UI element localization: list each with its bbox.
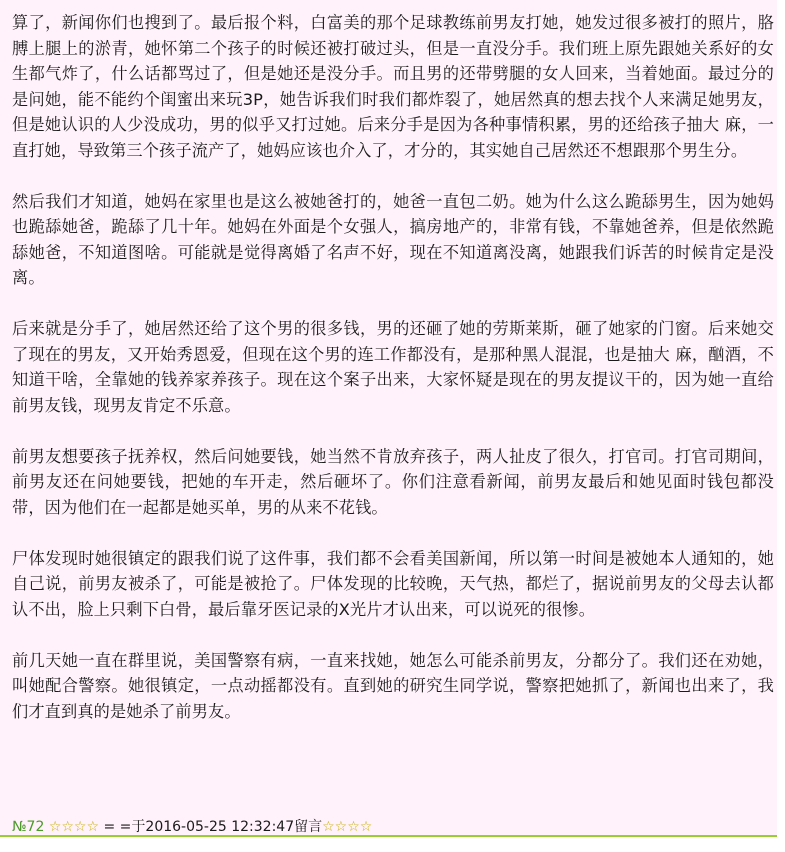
paragraph-2: 然后我们才知道，她妈在家里也是这么被她爸打的，她爸一直包二奶。她为什么这么跪舔男生，因为她妈也跪舔她爸，跪舔了几十年。她妈在外面是个女强人，搞房地产的，非常有钱，不靠她爸养，但是依然跪舔她爸，不知道图啥。可能就是觉得离婚了名声不好，现在不知道离没离，她跟我们诉苦的时候肯定是没离。 <box>12 191 774 287</box>
rating-stars-right: ☆☆☆☆ <box>322 819 373 835</box>
paragraph-1: 算了，新闻你们也搜到了。最后报个料，白富美的那个足球教练前男友打她，她发过很多被打的照片，胳膊上腿上的淤青，她怀第二个孩子的时候还被打破过头，但是一直没分手。我们班上原先跟她关系好的女生都气炸了，什么话都骂过了，但是她还是没分手。而且男的还带劈腿的女人回来，当着她面。最过分的是问她，能不能约个闺蜜出来玩3P，她告诉我们时我们都炸裂了，她居然真的想去找个人来满足她男友，但是她认识的人少没成功，男的似乎又打过她。后来分手是因为各种事情积累，男的还给孩子抽大 麻，一直打她，导致第三个孩子流产了，她妈应该也介入了，才分的，其实她自己居然还不想跟那个男生分。 <box>12 13 774 160</box>
paragraph-3: 后来就是分手了，她居然还给了这个男的很多钱，男的还砸了她的劳斯莱斯，砸了她家的门窗。后来她交了现在的男友，又开始秀恩爱，但现在这个男的连工作都没有，是那种黑人混混，也是抽大 麻，酗酒，不知道干啥，全靠她的钱养家养孩子。现在这个案子出来，大家怀疑是现在的男友提议干的，因为她一直给前男友钱，现男友肯定不乐意。 <box>12 319 774 415</box>
post-number: №72 <box>12 819 45 835</box>
rating-stars-left: ☆☆☆☆ <box>48 819 100 835</box>
post-content <box>12 10 774 724</box>
post-timestamp: 2016-05-25 12:32:47 <box>145 819 295 835</box>
comment-link[interactable]: 留言 <box>294 819 323 835</box>
paragraph-5: 尸体发现时她很镇定的跟我们说了这件事，我们都不会看美国新闻，所以第一时间是被她本人通知的，她自己说，前男友被杀了，可能是被抢了。尸体发现的比较晚，天气热，都烂了，据说前男友的父母去认都认不出，脸上只剩下白骨，最后靠牙医记录的X光片才认出来，可以说死的很惨。 <box>12 548 774 619</box>
post-footer <box>12 818 372 836</box>
author-mark: 于 <box>131 819 146 835</box>
footer-divider <box>0 835 777 837</box>
separator: = = <box>103 819 132 835</box>
paragraph-6: 前几天她一直在群里说，美国警察有病，一直来找她，她怎么可能杀前男友，分都分了。我们还在劝她，叫她配合警察。她很镇定，一点动摇都没有。直到她的研究生同学说，警察把她抓了，新闻也出来了，我们才直到真的是她杀了前男友。 <box>12 650 774 721</box>
paragraph-4: 前男友想要孩子抚养权，然后问她要钱，她当然不肯放弃孩子，两人扯皮了很久，打官司。打官司期间，前男友还在问她要钱，把她的车开走，然后砸坏了。你们注意看新闻，前男友最后和她见面时钱包都没带，因为他们在一起都是她买单，男的从来不花钱。 <box>12 446 774 517</box>
